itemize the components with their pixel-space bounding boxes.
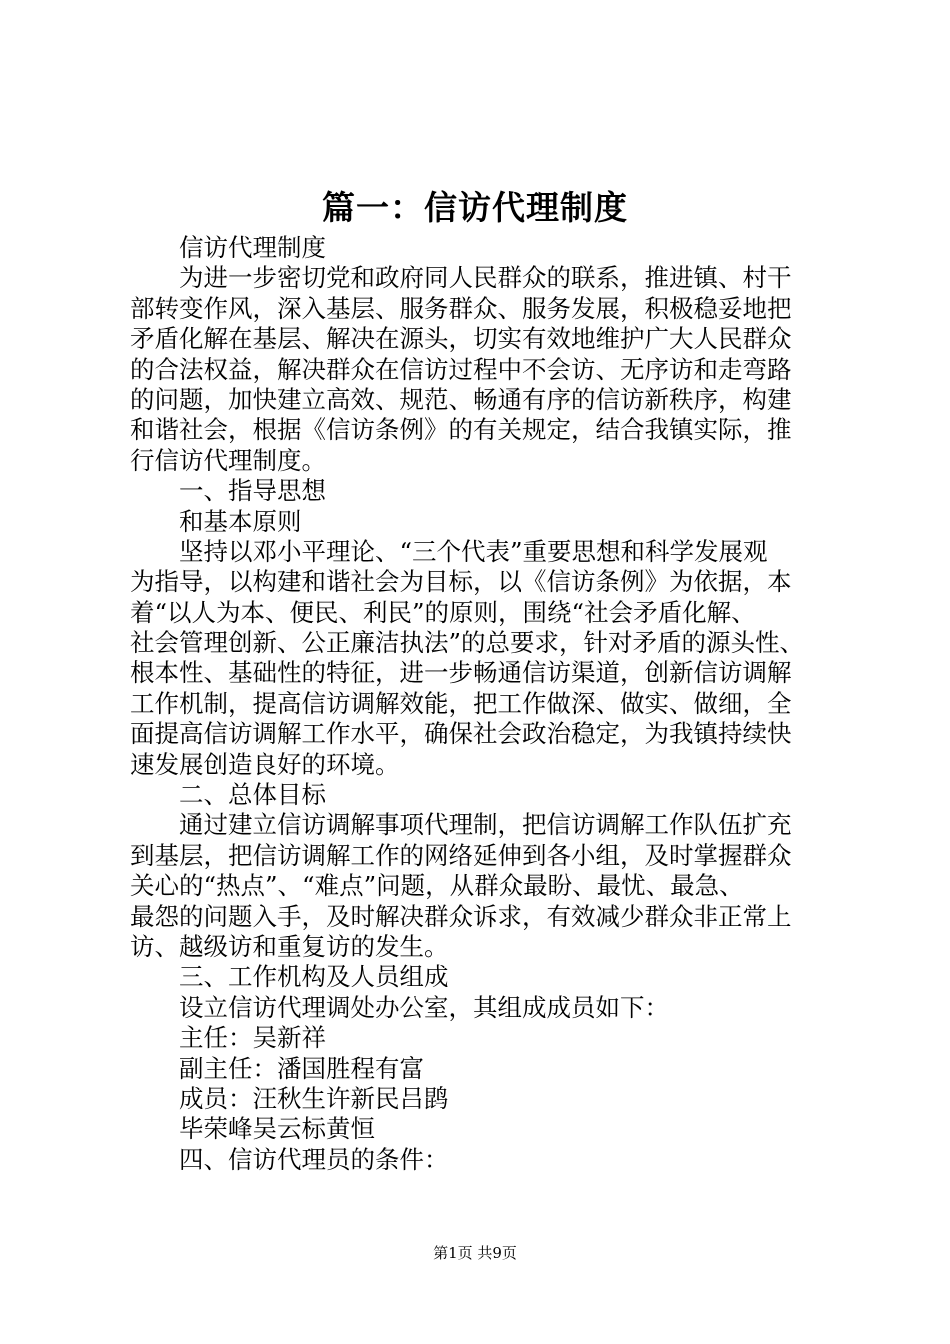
text-line: 到基层，把信访调解工作的网络延伸到各小组，及时掌握群众 (130, 840, 792, 870)
text-line: 主任：吴新祥 (179, 1023, 326, 1053)
text-line: 行信访代理制度。 (130, 445, 326, 475)
text-line: 的合法权益，解决群众在信访过程中不会访、无序访和走弯路 (130, 354, 792, 384)
text-line: 工作机制，提高信访调解效能，把工作做深、做实、做细，全 (130, 688, 792, 718)
text-line: 三、工作机构及人员组成 (179, 962, 449, 992)
text-line: 最怨的问题入手，及时解决群众诉求，有效减少群众非正常上 (130, 901, 792, 931)
text-line: 为进一步密切党和政府同人民群众的联系，推进镇、村干 (179, 263, 792, 293)
text-line: 部转变作风，深入基层、服务群众、服务发展，积极稳妥地把 (130, 293, 792, 323)
text-line: 设立信访代理调处办公室，其组成成员如下： (179, 992, 669, 1022)
text-line: 和基本原则 (179, 506, 302, 536)
document-title: 篇一：信访代理制度 (322, 188, 628, 227)
text-line: 为指导，以构建和谐社会为目标，以《信访条例》为依据，本 (130, 567, 792, 597)
text-line: 毕荣峰吴云标黄恒 (179, 1114, 375, 1144)
text-line: 面提高信访调解工作水平，确保社会政治稳定，为我镇持续快 (130, 719, 792, 749)
text-line: 访、越级访和重复访的发生。 (130, 931, 449, 961)
text-line: 速发展创造良好的环境。 (130, 749, 400, 779)
text-line: 一、指导思想 (179, 476, 326, 506)
text-line: 的问题，加快建立高效、规范、畅通有序的信访新秩序，构建 (130, 384, 792, 414)
text-line: 通过建立信访调解事项代理制，把信访调解工作队伍扩充 (179, 810, 792, 840)
text-line: 着“以人为本、便民、利民”的原则，围绕“社会矛盾化解、 (130, 597, 756, 627)
text-line: 社会管理创新、公正廉洁执法”的总要求，针对矛盾的源头性、 (130, 628, 805, 658)
text-line: 信访代理制度 (179, 233, 326, 262)
text-line: 坚持以邓小平理论、“三个代表”重要思想和科学发展观 (179, 536, 768, 566)
text-line: 和谐社会，根据《信访条例》的有关规定，结合我镇实际，推 (130, 415, 792, 445)
text-line: 成员：汪秋生许新民吕鹍 (179, 1083, 449, 1113)
text-line: 根本性、基础性的特征，进一步畅通信访渠道，创新信访调解 (130, 658, 792, 688)
text-line: 关心的“热点”、“难点”问题，从群众最盼、最忧、最急、 (130, 871, 744, 901)
text-line: 四、信访代理员的条件： (179, 1144, 449, 1174)
text-line: 矛盾化解在基层、解决在源头，切实有效地维护广大人民群众 (130, 324, 792, 354)
document-body (130, 233, 835, 1175)
text-line: 副主任：潘国胜程有富 (179, 1053, 424, 1083)
text-line: 二、总体目标 (179, 780, 326, 810)
page-footer: 第1页 共9页 (433, 1244, 517, 1262)
